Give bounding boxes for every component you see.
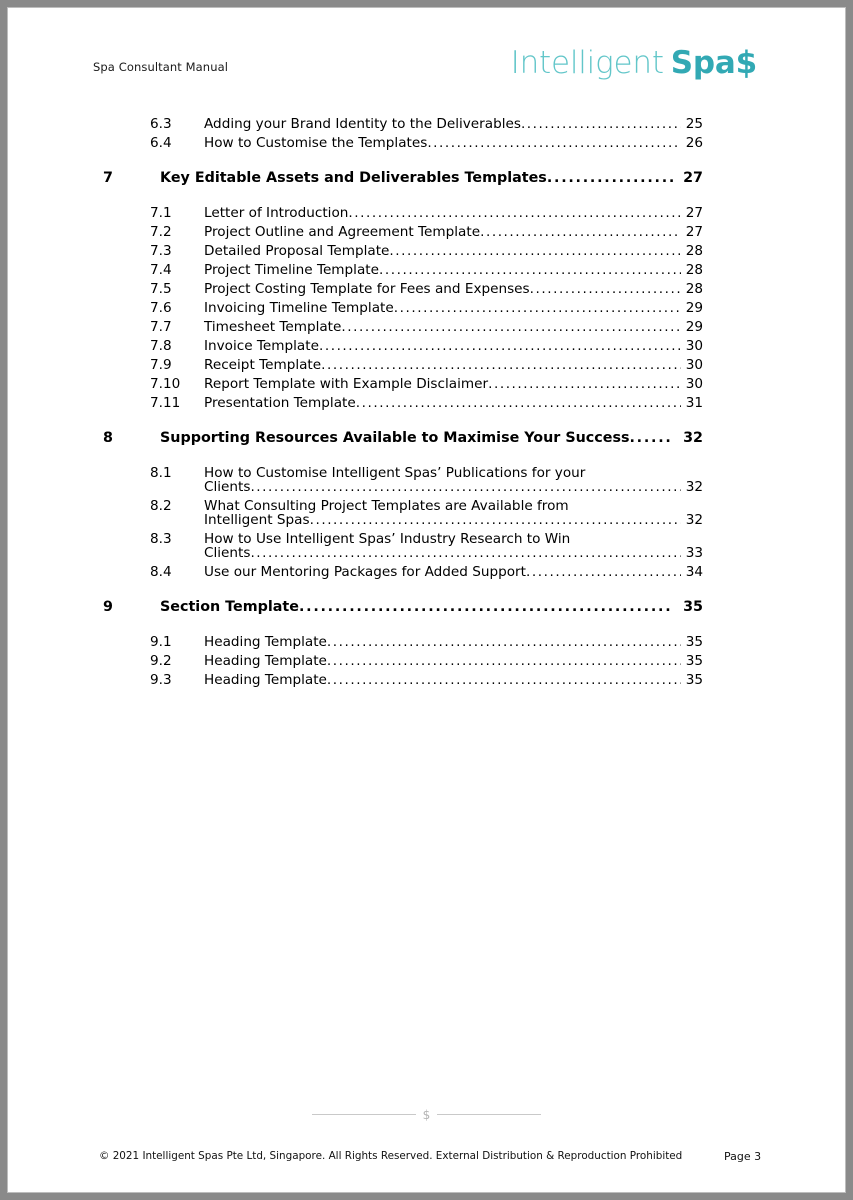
toc-entry-title: Heading Template xyxy=(204,634,327,650)
toc-entry-line xyxy=(93,243,703,259)
toc-entry-title: Project Outline and Agreement Template xyxy=(204,224,481,240)
toc-entry[interactable] xyxy=(93,531,703,561)
toc-entry-title: Presentation Template xyxy=(204,395,356,411)
toc-entry-number: 7.8 xyxy=(150,338,172,354)
toc-entry-title: How to Customise Intelligent Spas’ Publications for your xyxy=(204,465,586,481)
toc-entry-number: 9.2 xyxy=(150,653,172,669)
toc-entry-page-number: 29 xyxy=(685,319,703,335)
toc-entry[interactable] xyxy=(93,634,703,650)
toc-entry-title: Adding your Brand Identity to the Deliverables xyxy=(204,116,521,132)
toc-entry-line xyxy=(93,281,703,297)
footer-copyright-text: © 2021 Intelligent Spas Pte Ltd, Singapore. All Rights Reserved. External Distribution & Reproduction Prohibited xyxy=(99,1150,683,1162)
toc-entry-title: Project Timeline Template xyxy=(204,262,379,278)
toc-entry-line xyxy=(93,357,703,373)
toc-entry-number: 7.7 xyxy=(150,319,172,335)
logo-text-secondary: Spa$ xyxy=(670,45,757,81)
toc-entry-page-number: 30 xyxy=(685,338,703,354)
toc-dot-leader xyxy=(321,357,681,373)
toc-entry-page-number: 27 xyxy=(685,224,703,240)
toc-entry-number: 7 xyxy=(103,170,113,186)
toc-dot-leader xyxy=(521,116,681,132)
toc-entry[interactable] xyxy=(93,116,703,132)
toc-entry-number: 7.1 xyxy=(150,205,172,221)
toc-entry[interactable] xyxy=(93,430,703,446)
intelligent-spas-logo xyxy=(510,45,757,81)
toc-dot-leader xyxy=(530,281,681,297)
toc-entry-line xyxy=(93,634,703,650)
toc-dot-leader xyxy=(379,262,681,278)
toc-dot-leader xyxy=(341,319,681,335)
toc-dot-leader xyxy=(629,430,673,446)
toc-entry-page-number: 34 xyxy=(685,564,703,580)
document-page xyxy=(8,8,845,1192)
toc-entry-title: Receipt Template xyxy=(204,357,322,373)
toc-entry[interactable] xyxy=(93,599,703,615)
ornament-rule-left xyxy=(312,1114,416,1115)
page-footer xyxy=(8,1150,845,1170)
toc-entry-title-continued: Clients xyxy=(204,479,251,495)
toc-entry-page-number: 28 xyxy=(685,262,703,278)
toc-entry-number: 7.6 xyxy=(150,300,172,316)
ornament-rule-right xyxy=(437,1114,541,1115)
toc-entry-line-continued xyxy=(93,512,703,528)
toc-entry-title: Timesheet Template xyxy=(204,319,342,335)
logo-text-primary: Intelligent xyxy=(510,45,664,81)
toc-entry-page-number: 32 xyxy=(685,479,703,495)
toc-entry-line xyxy=(93,564,703,580)
toc-entry[interactable] xyxy=(93,653,703,669)
toc-entry-title: Section Template xyxy=(160,599,299,615)
toc-entry[interactable] xyxy=(93,135,703,151)
toc-entry-number: 8.1 xyxy=(150,465,172,481)
toc-entry-number: 9 xyxy=(103,599,113,615)
toc-dot-leader xyxy=(356,395,681,411)
toc-entry-line xyxy=(93,338,703,354)
toc-entry[interactable] xyxy=(93,395,703,411)
toc-entry-page-number: 30 xyxy=(685,357,703,373)
toc-entry-line xyxy=(93,262,703,278)
toc-entry-line-continued xyxy=(93,545,703,561)
toc-dot-leader xyxy=(327,672,681,688)
toc-entry[interactable] xyxy=(93,564,703,580)
toc-entry-title: Use our Mentoring Packages for Added Support xyxy=(204,564,526,580)
toc-entry-page-number: 32 xyxy=(685,512,703,528)
toc-entry-page-number: 35 xyxy=(685,634,703,650)
toc-entry-number: 8.3 xyxy=(150,531,172,547)
toc-entry-line-continued xyxy=(93,479,703,495)
toc-entry[interactable] xyxy=(93,224,703,240)
toc-entry[interactable] xyxy=(93,262,703,278)
toc-entry-line xyxy=(93,319,703,335)
dollar-sign-icon: $ xyxy=(422,1108,431,1122)
toc-entry-line xyxy=(93,170,703,186)
toc-entry-line xyxy=(93,205,703,221)
toc-dot-leader xyxy=(327,653,681,669)
toc-entry[interactable] xyxy=(93,170,703,186)
toc-entry-title: Heading Template xyxy=(204,672,327,688)
toc-entry-title-continued: Intelligent Spas xyxy=(204,512,310,528)
toc-entry-page-number: 29 xyxy=(685,300,703,316)
toc-entry-page-number: 27 xyxy=(683,170,703,186)
toc-entry[interactable] xyxy=(93,319,703,335)
toc-entry-line xyxy=(93,430,703,446)
toc-entry-number: 9.1 xyxy=(150,634,172,650)
toc-dot-leader xyxy=(250,545,681,561)
toc-entry-number: 7.10 xyxy=(150,376,181,392)
toc-entry[interactable] xyxy=(93,376,703,392)
toc-entry-page-number: 28 xyxy=(685,281,703,297)
toc-dot-leader xyxy=(319,338,681,354)
footer-page-number: Page 3 xyxy=(724,1150,762,1163)
toc-entry-page-number: 32 xyxy=(683,430,703,446)
toc-entry-page-number: 25 xyxy=(685,116,703,132)
toc-dot-leader xyxy=(389,243,681,259)
toc-entry-title: Letter of Introduction xyxy=(204,205,349,221)
toc-entry[interactable] xyxy=(93,672,703,688)
toc-dot-leader xyxy=(427,135,681,151)
toc-entry-title: Report Template with Example Disclaimer xyxy=(204,376,489,392)
toc-entry-line xyxy=(93,135,703,151)
toc-entry-number: 6.4 xyxy=(150,135,172,151)
toc-entry-number: 7.5 xyxy=(150,281,172,297)
toc-entry-title: Supporting Resources Available to Maximise Your Success xyxy=(160,430,630,446)
toc-entry-line xyxy=(93,116,703,132)
toc-entry-line xyxy=(93,376,703,392)
toc-entry-page-number: 27 xyxy=(685,205,703,221)
toc-entry-title: Detailed Proposal Template xyxy=(204,243,390,259)
toc-entry-number: 9.3 xyxy=(150,672,172,688)
toc-entry-page-number: 35 xyxy=(685,653,703,669)
toc-entry-line xyxy=(93,395,703,411)
toc-entry[interactable] xyxy=(93,498,703,528)
toc-entry[interactable] xyxy=(93,243,703,259)
toc-entry-page-number: 28 xyxy=(685,243,703,259)
toc-entry[interactable] xyxy=(93,338,703,354)
toc-entry-title: Project Costing Template for Fees and Expenses xyxy=(204,281,530,297)
toc-entry-number: 7.9 xyxy=(150,357,172,373)
toc-entry-page-number: 35 xyxy=(685,672,703,688)
footer-ornament xyxy=(8,1108,845,1120)
page-header xyxy=(8,45,845,98)
toc-entry-page-number: 30 xyxy=(685,376,703,392)
toc-entry-number: 7.4 xyxy=(150,262,172,278)
toc-entry-line xyxy=(93,599,703,615)
toc-entry-number: 8.4 xyxy=(150,564,172,580)
toc-entry[interactable] xyxy=(93,300,703,316)
toc-dot-leader xyxy=(526,564,681,580)
toc-entry-title: Invoicing Timeline Template xyxy=(204,300,394,316)
toc-entry-page-number: 26 xyxy=(685,135,703,151)
toc-entry[interactable] xyxy=(93,281,703,297)
toc-dot-leader xyxy=(327,634,681,650)
toc-entry-title: Key Editable Assets and Deliverables Templates xyxy=(160,170,547,186)
toc-entry-number: 8 xyxy=(103,430,113,446)
toc-dot-leader xyxy=(394,300,681,316)
toc-dot-leader xyxy=(547,170,673,186)
toc-entry[interactable] xyxy=(93,205,703,221)
toc-dot-leader xyxy=(480,224,681,240)
toc-dot-leader xyxy=(488,376,681,392)
toc-entry[interactable] xyxy=(93,357,703,373)
toc-entry-title-continued: Clients xyxy=(204,545,251,561)
toc-entry-line xyxy=(93,300,703,316)
toc-entry-number: 6.3 xyxy=(150,116,172,132)
toc-dot-leader xyxy=(299,599,673,615)
toc-entry-title: Heading Template xyxy=(204,653,327,669)
toc-entry-page-number: 31 xyxy=(685,395,703,411)
toc-entry-number: 8.2 xyxy=(150,498,172,514)
toc-entry-number: 7.11 xyxy=(150,395,181,411)
toc-entry-line xyxy=(93,672,703,688)
toc-entry-line xyxy=(93,653,703,669)
header-document-title: Spa Consultant Manual xyxy=(93,60,229,74)
toc-entry-number: 7.2 xyxy=(150,224,172,240)
toc-entry-title: How to Use Intelligent Spas’ Industry Research to Win xyxy=(204,531,571,547)
toc-entry-page-number: 33 xyxy=(685,545,703,561)
toc-dot-leader xyxy=(348,205,681,221)
toc-dot-leader xyxy=(310,512,681,528)
toc-entry-title: What Consulting Project Templates are Available from xyxy=(204,498,569,514)
toc-entry-title: How to Customise the Templates xyxy=(204,135,428,151)
toc-entry-title: Invoice Template xyxy=(204,338,319,354)
toc-entry-line xyxy=(93,224,703,240)
toc-entry[interactable] xyxy=(93,465,703,495)
toc-entry-number: 7.3 xyxy=(150,243,172,259)
table-of-contents xyxy=(8,116,845,688)
toc-dot-leader xyxy=(250,479,681,495)
toc-entry-page-number: 35 xyxy=(683,599,703,615)
